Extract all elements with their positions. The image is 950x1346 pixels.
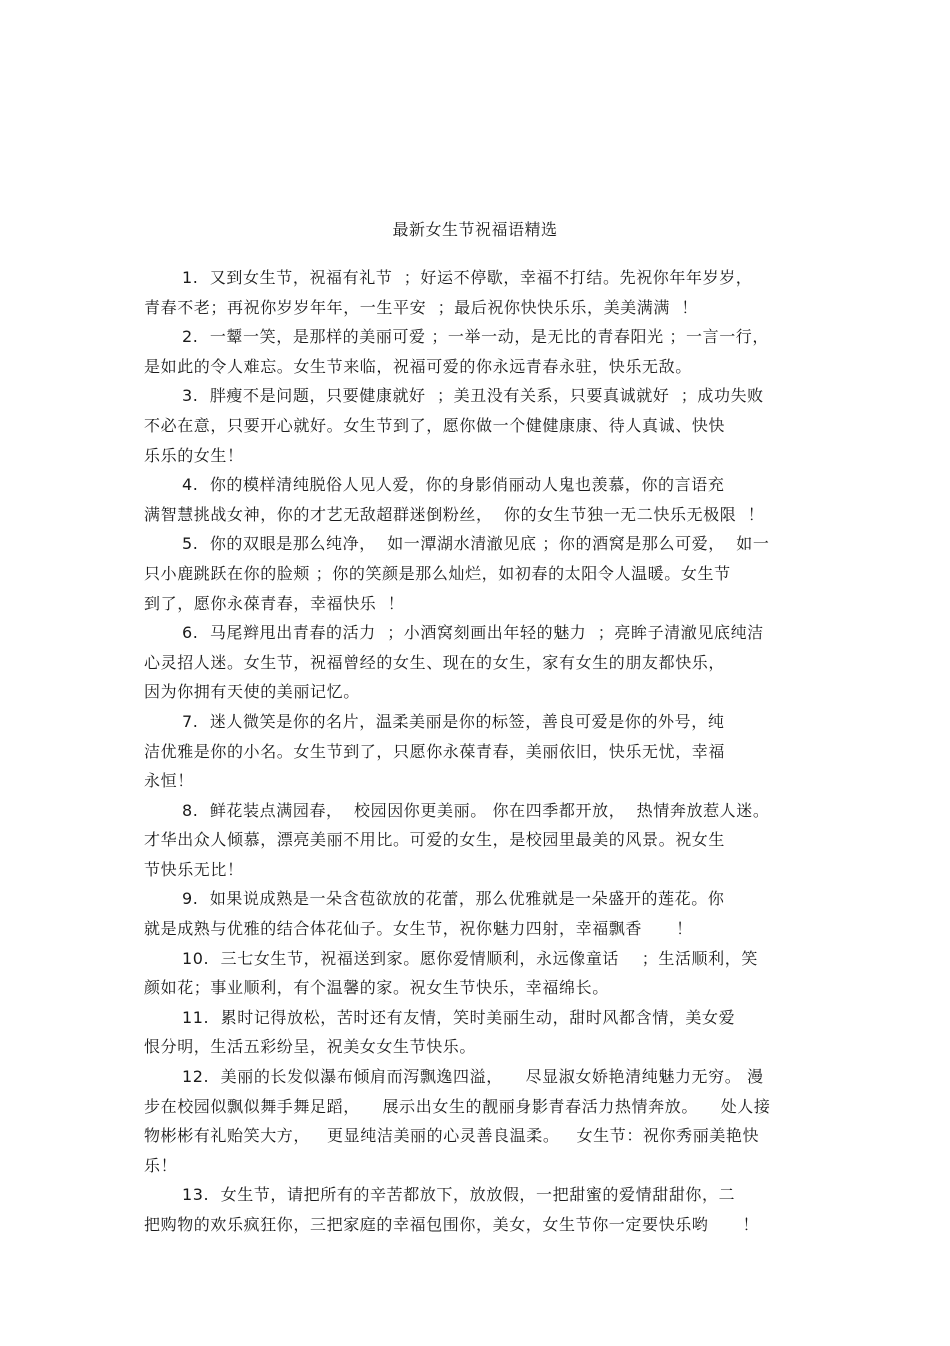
paragraph-2 (144, 322, 808, 381)
paragraph-line: 物彬彬有礼贻笑大方， 更显纯洁美丽的心灵善良温柔。 女生节：祝你秀丽美艳快 (144, 1126, 760, 1146)
paragraph-8 (144, 796, 808, 885)
paragraph-line: 1. 又到女生节，祝福有礼节 ；好运不停歇，幸福不打结。先祝你年年岁岁， (182, 268, 753, 287)
paragraph-line: 才华出众人倾慕，漂亮美丽不用比。可爱的女生，是校园里最美的风景。祝女生 (144, 830, 726, 850)
paragraph-line: 因为你拥有天使的美丽记忆。 (144, 682, 360, 702)
paragraph-line: 不必在意，只要开心就好。女生节到了，愿你做一个健健康康、待人真诚、快快 (144, 415, 726, 435)
paragraph-line: 7. 迷人微笑是你的名片，温柔美丽是你的标签，善良可爱是你的外号，纯 (182, 711, 725, 731)
paragraph-line: 5. 你的双眼是那么纯净， 如一潭湖水清澈见底 ；你的酒窝是那么可爱， 如一 (182, 534, 770, 554)
paragraph-line: 乐乐的女生！ (144, 445, 244, 465)
paragraph-10 (144, 944, 808, 1003)
paragraph-line: 心灵招人迷。女生节，祝福曾经的女生、现在的女生，家有女生的朋友都快乐， (144, 652, 726, 672)
paragraph-line: 洁优雅是你的小名。女生节到了，只愿你永葆青春，美丽依旧，快乐无忧，幸福 (144, 741, 726, 761)
paragraph-line: 8. 鲜花装点满园春， 校园因你更美丽。 你在四季都开放， 热情奔放惹人迷。 (182, 800, 770, 820)
paragraph-line: 只小鹿跳跃在你的脸颊 ；你的笑颜是那么灿烂，如初春的太阳令人温暖。女生节 (144, 563, 731, 583)
paragraph-12 (144, 1062, 808, 1180)
paragraph-line: 就是成熟与优雅的结合体花仙子。女生节，祝你魅力四射，幸福飘香 ！ (144, 919, 693, 939)
paragraph-line: 2. 一颦一笑，是那样的美丽可爱 ；一举一动，是无比的青春阳光 ；一言一行， (182, 327, 770, 347)
document-body (144, 263, 808, 1240)
paragraph-line: 12. 美丽的长发似瀑布倾肩而泻飘逸四溢， 尽显淑女娇艳清纯魅力无穷。 漫 (182, 1067, 764, 1087)
paragraph-line: 满智慧挑战女神，你的才艺无敌超群迷倒粉丝， 你的女生节独一无二快乐无极限 ！ (144, 504, 765, 524)
paragraph-line: 把购物的欢乐疯狂你，三把家庭的幸福包围你，美女，女生节你一定要快乐哟 ！ (144, 1215, 760, 1234)
paragraph-line: 11. 累时记得放松，苦时还有友情，笑时美丽生动，甜时风都含情，美女爱 (182, 1007, 736, 1027)
paragraph-line: 节快乐无比！ (144, 859, 244, 879)
paragraph-7 (144, 707, 808, 796)
paragraph-line: 颜如花；事业顺利，有个温馨的家。祝女生节快乐，幸福绵长。 (144, 978, 609, 998)
paragraph-line: 永恒！ (144, 771, 194, 791)
paragraph-11 (144, 1003, 808, 1062)
paragraph-line: 青春不老；再祝你岁岁年年，一生平安 ；最后祝你快快乐乐，美美满满 ！ (144, 297, 698, 317)
paragraph-13 (144, 1180, 808, 1239)
document-title: 最新女生节祝福语精选 (392, 220, 558, 239)
paragraph-4 (144, 470, 808, 529)
paragraph-1 (144, 263, 808, 322)
paragraph-5 (144, 529, 808, 618)
paragraph-line: 9. 如果说成熟是一朵含苞欲放的花蕾，那么优雅就是一朵盛开的莲花。你 (182, 889, 725, 909)
paragraph-line: 是如此的令人难忘。女生节来临，祝福可爱的你永远青春永驻，快乐无敌。 (144, 356, 692, 376)
paragraph-line: 13. 女生节，请把所有的辛苦都放下，放放假，一把甜蜜的爱情甜甜你，二 (182, 1185, 736, 1205)
paragraph-line: 3. 胖瘦不是问题，只要健康就好 ；美丑没有关系，只要真诚就好 ；成功失败 (182, 386, 764, 406)
paragraph-3 (144, 381, 808, 470)
paragraph-line: 10. 三七女生节，祝福送到家。愿你爱情顺利，永远像童话 ；生活顺利，笑 (182, 948, 758, 968)
paragraph-line: 恨分明，生活五彩纷呈，祝美女女生节快乐。 (144, 1037, 477, 1057)
paragraph-line: 4. 你的模样清纯脱俗人见人爱，你的身影俏丽动人鬼也羡慕，你的言语充 (182, 475, 725, 495)
paragraph-9 (144, 884, 808, 943)
paragraph-line: 6. 马尾辫甩出青春的活力 ；小酒窝刻画出年轻的魅力 ；亮眸子清澈见底纯洁 (182, 623, 764, 643)
paragraph-line: 步在校园似飘似舞手舞足蹈， 展示出女生的靓丽身影青春活力热情奔放。 处人接 (144, 1096, 771, 1116)
paragraph-line: 到了，愿你永葆青春，幸福快乐 ！ (144, 593, 405, 613)
paragraph-line: 乐！ (144, 1155, 178, 1175)
paragraph-6 (144, 618, 808, 707)
